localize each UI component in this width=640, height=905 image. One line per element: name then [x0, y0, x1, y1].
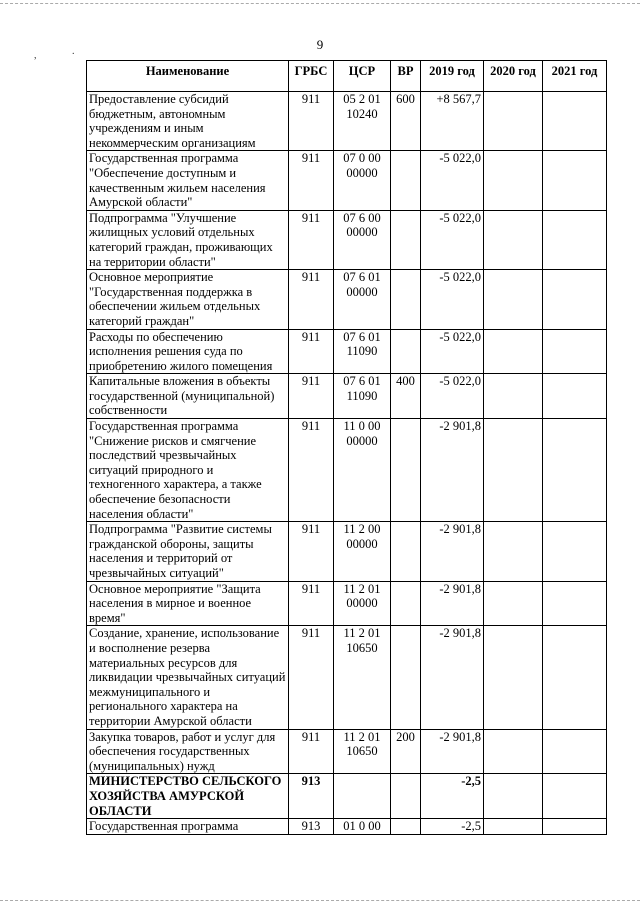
table-row	[87, 581, 607, 626]
scan-bottom-edge	[0, 900, 640, 902]
table-row	[87, 419, 607, 522]
cell-grbs: 911	[289, 729, 334, 774]
header-name: Наименование	[87, 61, 289, 92]
cell-y2020	[484, 626, 543, 729]
cell-csr: 11 0 00 00000	[334, 419, 391, 522]
cell-name: Расходы по обеспечению исполнения решения суда по приобретению жилого помещения	[87, 329, 289, 374]
cell-vr	[391, 270, 421, 329]
cell-y2019: -5 022,0	[421, 210, 484, 269]
cell-y2019: +8 567,7	[421, 92, 484, 151]
table-row	[87, 374, 607, 419]
cell-y2020	[484, 819, 543, 835]
cell-name: Создание, хранение, использование и восполнение резерва материальных ресурсов для ликвидации чрезвычайных ситуаций межмуниципального и регионального характера на территории Амурской области	[87, 626, 289, 729]
cell-y2020	[484, 729, 543, 774]
cell-csr: 07 0 00 00000	[334, 151, 391, 210]
cell-y2021	[543, 419, 607, 522]
table-row	[87, 774, 607, 819]
cell-y2020	[484, 774, 543, 819]
cell-vr	[391, 419, 421, 522]
cell-grbs: 911	[289, 151, 334, 210]
cell-grbs: 911	[289, 581, 334, 626]
cell-csr: 07 6 01 00000	[334, 270, 391, 329]
cell-vr	[391, 210, 421, 269]
cell-y2020	[484, 92, 543, 151]
cell-name: Подпрограмма "Улучшение жилищных условий отдельных категорий граждан, проживающих на территории области"	[87, 210, 289, 269]
cell-y2021	[543, 270, 607, 329]
cell-grbs: 911	[289, 210, 334, 269]
table-header-row	[87, 61, 607, 92]
cell-y2020	[484, 374, 543, 419]
cell-grbs: 911	[289, 270, 334, 329]
cell-csr: 11 2 01 00000	[334, 581, 391, 626]
cell-y2019: -5 022,0	[421, 374, 484, 419]
cell-name: Основное мероприятие "Защита населения в мирное и военное время"	[87, 581, 289, 626]
cell-vr: 400	[391, 374, 421, 419]
cell-y2020	[484, 270, 543, 329]
cell-y2019: -5 022,0	[421, 329, 484, 374]
cell-y2021	[543, 774, 607, 819]
cell-y2020	[484, 581, 543, 626]
cell-csr: 11 2 01 10650	[334, 626, 391, 729]
cell-y2019: -2 901,8	[421, 419, 484, 522]
table-row	[87, 92, 607, 151]
cell-y2021	[543, 92, 607, 151]
table-row	[87, 151, 607, 210]
table-row	[87, 626, 607, 729]
cell-y2021	[543, 151, 607, 210]
cell-csr: 07 6 00 00000	[334, 210, 391, 269]
cell-vr	[391, 522, 421, 581]
cell-csr: 07 6 01 11090	[334, 374, 391, 419]
cell-y2021	[543, 819, 607, 835]
table-body	[87, 92, 607, 835]
cell-y2019: -2,5	[421, 774, 484, 819]
cell-csr: 05 2 01 10240	[334, 92, 391, 151]
cell-name: Государственная программа	[87, 819, 289, 835]
table-row	[87, 329, 607, 374]
scan-artifact: ,	[34, 50, 37, 61]
cell-grbs: 911	[289, 626, 334, 729]
cell-name: Подпрограмма "Развитие системы гражданской обороны, защиты населения и территорий от чрезвычайных ситуаций"	[87, 522, 289, 581]
cell-name: Предоставление субсидий бюджетным, автономным учреждениям и иным некоммерческим организациям	[87, 92, 289, 151]
cell-name: Закупка товаров, работ и услуг для обеспечения государственных (муниципальных) нужд	[87, 729, 289, 774]
cell-name: Основное мероприятие "Государственная поддержка в обеспечении жильем отдельных категорий граждан"	[87, 270, 289, 329]
cell-name: Государственная программа "Снижение рисков и смягчение последствий чрезвычайных ситуаций природного и техногенного характера, а также обеспечение безопасности населения области"	[87, 419, 289, 522]
budget-table	[86, 60, 607, 835]
cell-vr	[391, 581, 421, 626]
table-row	[87, 819, 607, 835]
cell-y2021	[543, 522, 607, 581]
cell-y2021	[543, 329, 607, 374]
cell-grbs: 911	[289, 419, 334, 522]
cell-vr	[391, 329, 421, 374]
table-row	[87, 522, 607, 581]
scan-artifact: .	[72, 46, 75, 57]
cell-grbs: 911	[289, 329, 334, 374]
cell-y2021	[543, 374, 607, 419]
cell-y2019: -2 901,8	[421, 581, 484, 626]
cell-vr	[391, 151, 421, 210]
cell-csr: 11 2 01 10650	[334, 729, 391, 774]
cell-y2020	[484, 151, 543, 210]
page-number: 9	[316, 37, 324, 52]
cell-grbs: 913	[289, 774, 334, 819]
cell-y2019: -2 901,8	[421, 626, 484, 729]
cell-csr	[334, 774, 391, 819]
scan-top-edge	[0, 3, 640, 5]
cell-y2020	[484, 522, 543, 581]
header-vr: ВР	[391, 61, 421, 92]
cell-csr: 01 0 00	[334, 819, 391, 835]
table-row	[87, 729, 607, 774]
cell-y2020	[484, 419, 543, 522]
cell-csr: 11 2 00 00000	[334, 522, 391, 581]
table-row	[87, 210, 607, 269]
cell-y2021	[543, 626, 607, 729]
header-2020: 2020 год	[484, 61, 543, 92]
header-2019: 2019 год	[421, 61, 484, 92]
cell-y2019: -5 022,0	[421, 151, 484, 210]
cell-grbs: 911	[289, 522, 334, 581]
cell-vr: 200	[391, 729, 421, 774]
cell-y2019: -2 901,8	[421, 522, 484, 581]
cell-name: Капитальные вложения в объекты государственной (муниципальной) собственности	[87, 374, 289, 419]
cell-vr	[391, 819, 421, 835]
cell-y2019: -2,5	[421, 819, 484, 835]
cell-y2021	[543, 729, 607, 774]
cell-vr	[391, 774, 421, 819]
header-grbs: ГРБС	[289, 61, 334, 92]
table-row	[87, 270, 607, 329]
cell-csr: 07 6 01 11090	[334, 329, 391, 374]
header-2021: 2021 год	[543, 61, 607, 92]
cell-vr: 600	[391, 92, 421, 151]
cell-y2019: -5 022,0	[421, 270, 484, 329]
cell-y2020	[484, 210, 543, 269]
cell-y2021	[543, 581, 607, 626]
cell-vr	[391, 626, 421, 729]
header-csr: ЦСР	[334, 61, 391, 92]
cell-grbs: 913	[289, 819, 334, 835]
cell-grbs: 911	[289, 374, 334, 419]
cell-grbs: 911	[289, 92, 334, 151]
cell-name: Государственная программа "Обеспечение доступным и качественным жильем населения Амурской области"	[87, 151, 289, 210]
cell-y2019: -2 901,8	[421, 729, 484, 774]
cell-name: МИНИСТЕРСТВО СЕЛЬСКОГО ХОЗЯЙСТВА АМУРСКОЙ ОБЛАСТИ	[87, 774, 289, 819]
cell-y2020	[484, 329, 543, 374]
cell-y2021	[543, 210, 607, 269]
